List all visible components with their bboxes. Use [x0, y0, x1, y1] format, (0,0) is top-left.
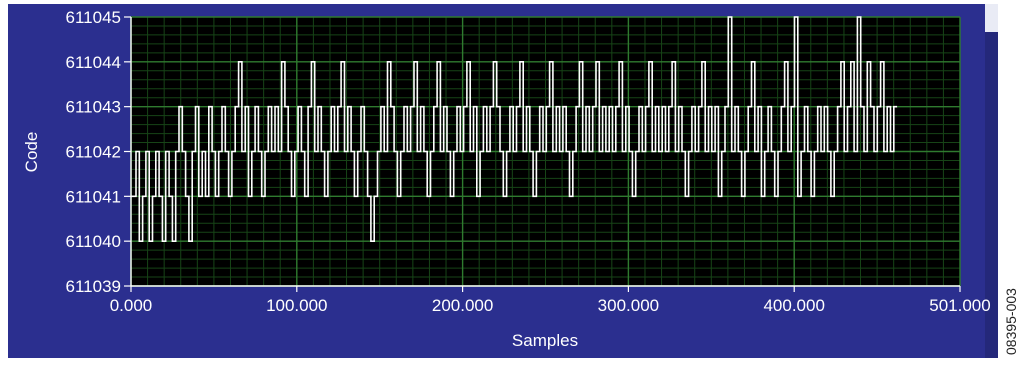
- y-tick-label: 611041: [65, 187, 121, 207]
- x-tick-label: 100.000: [266, 296, 328, 315]
- y-tick-label: 611039: [65, 277, 121, 296]
- y-tick-label: 611043: [65, 97, 121, 117]
- y-tick-label: 611042: [65, 142, 121, 162]
- y-tick-label: 611045: [65, 8, 121, 27]
- x-tick-label: 200.000: [431, 296, 494, 315]
- y-axis-ticks: [66, 8, 131, 296]
- figure-id: 08395-003: [1003, 288, 1019, 355]
- x-axis-title: Samples: [511, 331, 579, 350]
- y-tick-label: 611044: [65, 52, 121, 72]
- x-tick-label: 501.000: [929, 296, 991, 315]
- x-axis-ticks: [110, 286, 991, 315]
- y-axis-title: Code: [22, 131, 41, 173]
- x-tick-label: 400.000: [763, 296, 825, 315]
- x-tick-label: 0.000: [109, 296, 153, 315]
- y-tick-label: 611040: [65, 232, 121, 252]
- x-tick-label: 300.000: [597, 296, 660, 315]
